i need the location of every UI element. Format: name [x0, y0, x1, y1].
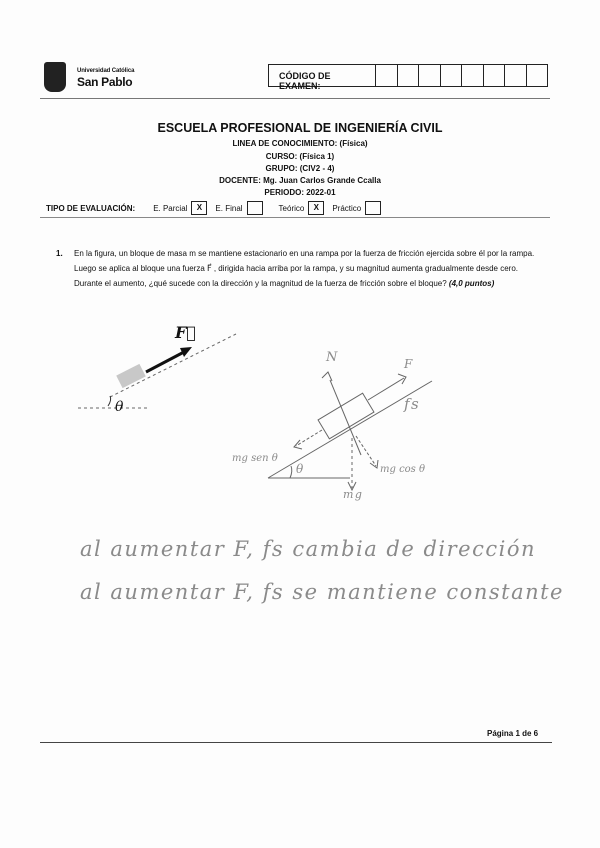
sketch-label-normal: N — [326, 350, 339, 365]
block-shape — [116, 364, 146, 388]
force-arrowhead-icon — [180, 347, 192, 357]
logo-small-text: Universidad Católica — [77, 68, 135, 74]
printed-force-label: F⃗ — [175, 323, 196, 342]
sketch-angle-arc — [290, 466, 292, 478]
answer-line-1: al aumentar F, fs cambia de dirección — [80, 537, 536, 561]
option-theory-label: Teórico — [278, 203, 305, 213]
meta-line-teacher: DOCENTE: Mg. Juan Carlos Grande Ccalla — [219, 176, 381, 185]
option-practice-label: Práctico — [332, 203, 362, 213]
meta-line-group: GRUPO: (CIV2 - 4) — [265, 164, 335, 173]
option-partial-checkbox[interactable]: X — [191, 201, 207, 215]
normal-arrowhead-icon — [322, 372, 332, 381]
school-title: ESCUELA PROFESIONAL DE INGENIERÍA CIVIL — [157, 121, 443, 135]
logo-big-text: San Pablo — [77, 75, 133, 89]
meta-line-course: CURSO: (Física 1) — [265, 152, 335, 161]
footer-divider — [40, 742, 552, 743]
question-points: (4,0 puntos) — [448, 279, 495, 288]
evaluation-type-label: TIPO DE EVALUACIÓN: — [46, 203, 136, 213]
ramp-line — [110, 334, 236, 397]
question-number: 1. — [56, 249, 63, 258]
sketch-label-mgcos: mg cos θ — [380, 464, 426, 475]
meta-line-period: PERIODO: 2022-01 — [264, 188, 336, 197]
sketch-label-mgsin: mg sen θ — [232, 453, 278, 464]
sketch-label-force: F — [404, 357, 414, 371]
meta-line-knowledge: LINEA DE CONOCIMIENTO: (Física) — [232, 139, 368, 148]
answer-line-2: al aumentar F, fs se mantiene constante — [80, 580, 564, 604]
sketch-label-weight: mg — [343, 488, 364, 501]
printed-angle-label: θ — [115, 399, 124, 415]
sketch-label-friction: fs — [404, 395, 421, 413]
mgsin-arrowhead-icon — [294, 440, 302, 449]
printed-ramp-figure — [78, 334, 236, 408]
sketch-force-arrow — [368, 378, 404, 400]
sketch-label-angle: θ — [296, 462, 305, 476]
option-partial-label: E. Parcial — [153, 203, 188, 213]
sketch-mgsin-line — [296, 430, 322, 446]
page-number: Página 1 de 6 — [487, 729, 539, 738]
option-theory-checkbox[interactable]: X — [308, 201, 324, 215]
option-final-label: E. Final — [215, 203, 243, 213]
question-text: En la figura, un bloque de masa m se mantiene estacionario en una rampa por la fuerza de fricción ejercida sobre él por la rampa. Luego se aplica al bloque una fuerza F⃗ , dirigida hacia arriba por la rampa, y su magnitud aumenta gradualmente desde cero. Durante el aumento, ¿qué sucede con la dirección y la magnitud de la fuerza de fricción sobre el bloque? — [74, 249, 535, 288]
mgcos-arrowhead-icon — [370, 460, 378, 468]
angle-arc — [108, 396, 111, 406]
sketch-normal-axis — [330, 380, 361, 455]
exam-code-label: CÓDIGO DE EXAMEN: — [269, 65, 376, 86]
